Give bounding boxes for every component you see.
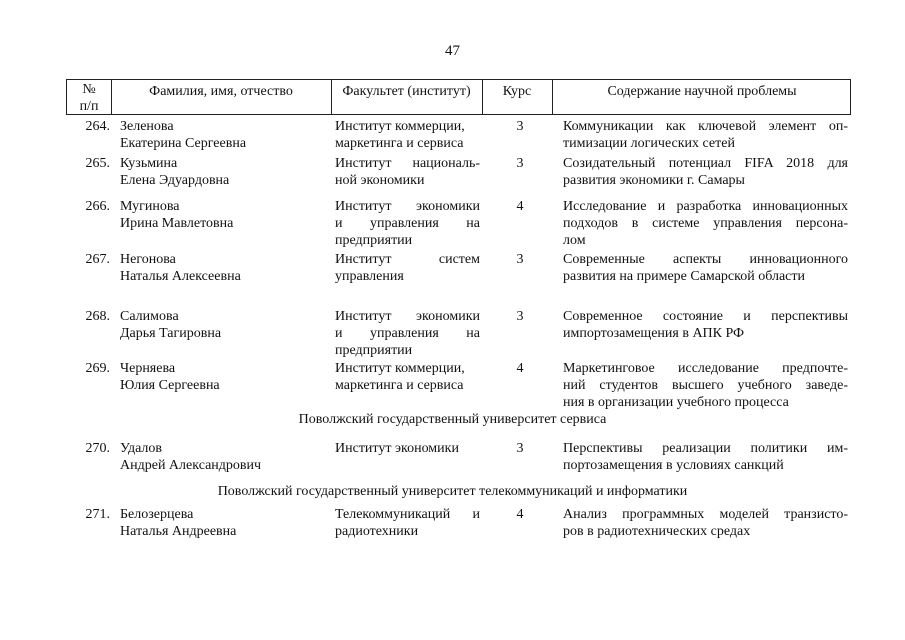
course: 3 xyxy=(516,252,524,267)
faculty: Институт коммерции, маркетинга и сервиса xyxy=(335,119,465,151)
student-name: Удалов Андрей Александрович xyxy=(120,441,262,473)
faculty: Институт экономики xyxy=(335,441,459,456)
header-num: № п/п xyxy=(79,82,99,114)
faculty: Телекоммуникаций и радиотехники xyxy=(335,507,480,539)
faculty: Институт экономики и управления на предприятии xyxy=(335,199,480,248)
table-header xyxy=(66,79,851,115)
research-topic: Анализ программных моделей транзисто- ров в радиотехнических средах xyxy=(563,507,848,539)
course: 3 xyxy=(516,119,524,134)
faculty: Институт националь- ной экономики xyxy=(335,156,480,188)
student-name: Кузьмина Елена Эдуардовна xyxy=(120,156,230,188)
row-number: 270. xyxy=(85,441,110,456)
section-heading-telecom-university: Поволжский государственный университет телекоммуникаций и информатики xyxy=(217,484,688,499)
course: 3 xyxy=(516,309,524,324)
research-topic: Современное состояние и перспективы импортозамещения в АПК РФ xyxy=(563,309,848,341)
research-topic: Созидательный потенциал FIFA 2018 для развития экономики г. Самары xyxy=(563,156,848,188)
row-number: 265. xyxy=(85,156,110,171)
row-number: 266. xyxy=(85,199,110,214)
row-number: 268. xyxy=(85,309,110,324)
row-number: 271. xyxy=(85,507,110,522)
header-course: Курс xyxy=(502,84,532,99)
research-topic: Исследование и разработка инновационных подходов в системе управления персона- лом xyxy=(563,199,848,248)
faculty: Институт систем управления xyxy=(335,252,480,284)
research-topic: Перспективы реализации политики им- портозамещения в условиях санкций xyxy=(563,441,848,473)
student-name: Белозерцева Наталья Андреевна xyxy=(120,507,237,539)
student-name: Негонова Наталья Алексеевна xyxy=(120,252,241,284)
header-name: Фамилия, имя, отчество xyxy=(149,84,293,99)
course: 3 xyxy=(516,441,524,456)
header-topic: Содержание научной проблемы xyxy=(607,84,797,99)
student-name: Черняева Юлия Сергеевна xyxy=(120,361,220,393)
row-number: 264. xyxy=(85,119,110,134)
page-number: 47 xyxy=(445,43,460,59)
student-name: Мугинова Ирина Мавлетовна xyxy=(120,199,234,231)
course: 4 xyxy=(516,507,524,522)
course: 4 xyxy=(516,361,524,376)
research-topic: Современные аспекты инновационного развития на примере Самарской области xyxy=(563,252,848,284)
faculty: Институт экономики и управления на предприятии xyxy=(335,309,480,358)
section-heading-service-university: Поволжский государственный университет сервиса xyxy=(298,412,607,427)
course: 3 xyxy=(516,156,524,171)
student-name: Зеленова Екатерина Сергеевна xyxy=(120,119,247,151)
faculty: Институт коммерции, маркетинга и сервиса xyxy=(335,361,465,393)
research-topic: Коммуникации как ключевой элемент оп- тимизации логических сетей xyxy=(563,119,848,151)
research-topic: Маркетинговое исследование предпочте- ний студентов высшего учебного заведе- ния в организации учебного процесса xyxy=(563,361,848,410)
student-name: Салимова Дарья Тагировна xyxy=(120,309,222,341)
row-number: 269. xyxy=(85,361,110,376)
course: 4 xyxy=(516,199,524,214)
row-number: 267. xyxy=(85,252,110,267)
header-faculty: Факультет (институт) xyxy=(342,84,471,99)
